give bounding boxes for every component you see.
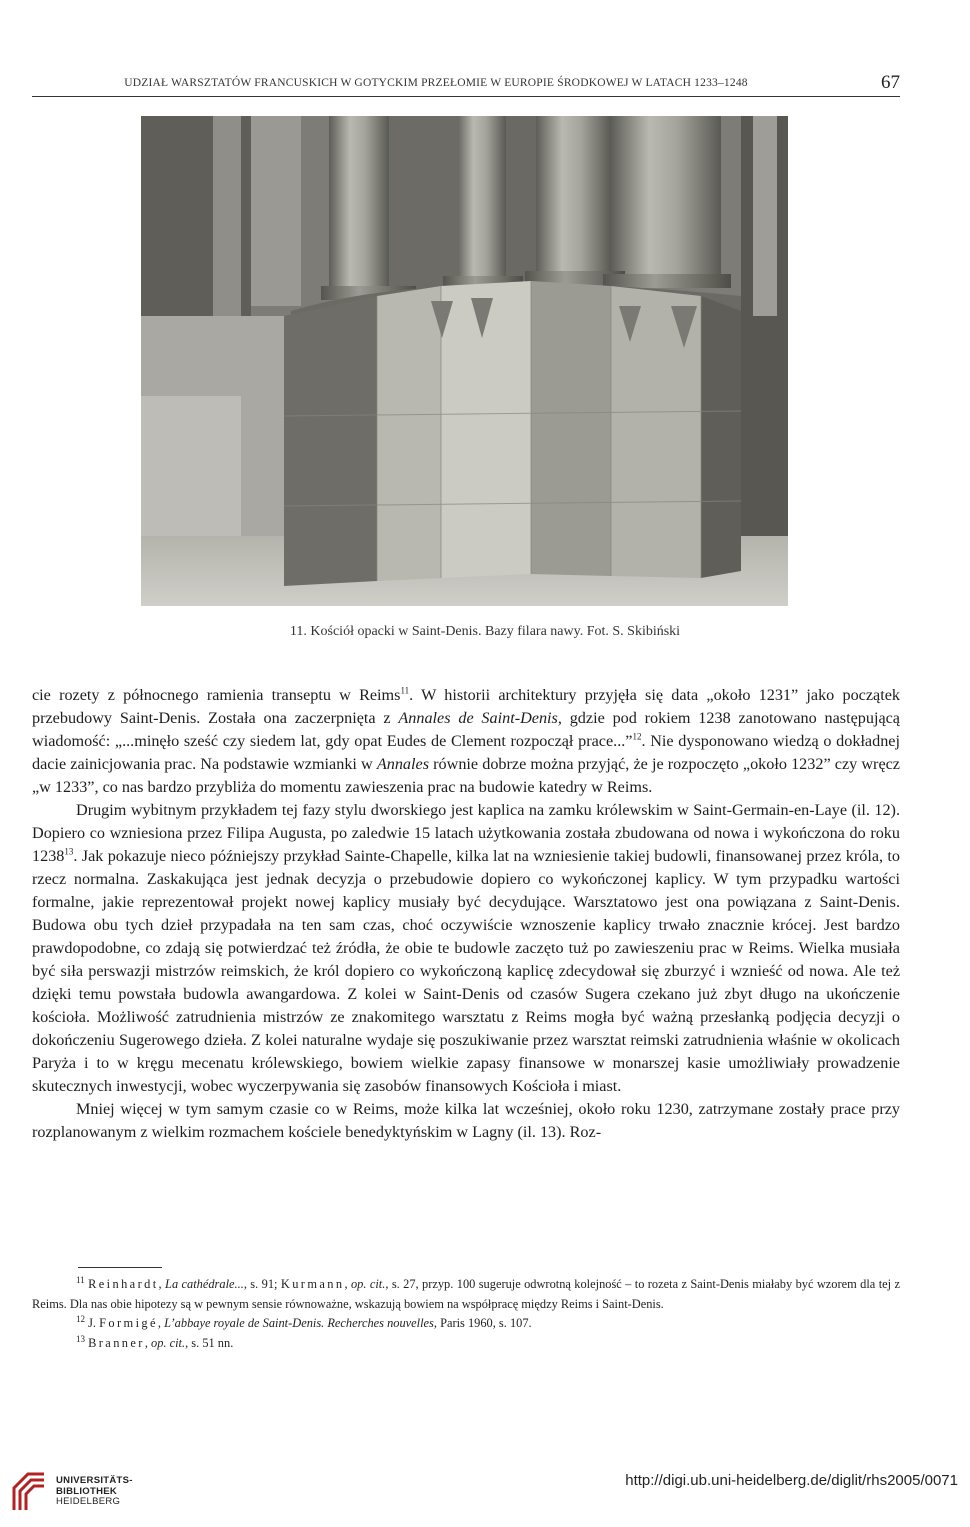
paragraph <box>32 799 900 1098</box>
text-segment: , <box>344 1277 351 1291</box>
text-segment: . Nie dysponowano wiedzą o dokładnej dacie zainicjowania prac. Na podstawie wzmianki w <box>32 732 900 773</box>
text-segment: , <box>157 1316 165 1330</box>
running-title: UDZIAŁ WARSZTATÓW FRANCUSKICH W GOTYCKIM PRZEŁOMIE W EUROPIE ŚRODKOWEJ W LATACH 1233–1248 <box>124 77 748 89</box>
paragraph <box>32 1098 900 1144</box>
running-header <box>32 74 900 97</box>
text-segment: La cathédrale... <box>165 1277 244 1291</box>
library-name <box>56 1476 133 1508</box>
text-segment: , s. 27, przyp. 100 sugeruje odwrotną kolejność – to rozeta z Saint-Denis miałaby być wzorem dla tej z Reims. Dla nas obie hipotezy są w pewnym sensie równoważne, wskazują bowiem na współpracę między Reims i Saint-Denis. <box>32 1277 900 1311</box>
text-segment: op. cit. <box>350 1277 386 1291</box>
footnote-ref: 11 <box>400 685 410 696</box>
pillar-bases-photo <box>141 116 788 606</box>
footnotes <box>32 1275 900 1353</box>
library-line: BIBLIOTHEK <box>56 1485 118 1497</box>
text-segment: , <box>158 1277 166 1291</box>
footnote-separator <box>78 1267 162 1268</box>
text-segment: Drugim wybitnym przykładem tej fazy stylu dworskiego jest kaplica na zamku królewskim w Saint-Germain-en-Laye (il. 12). Dopiero co wzniesiona przez Filipa Augusta, po zaledwie 15 latach użytkowania została zbudowana od nowa i wykończona do roku 1238 <box>32 801 900 865</box>
footnote-ref: 12 <box>632 731 642 742</box>
page-footer <box>0 1458 970 1527</box>
text-segment: cie rozety z północnego ramienia transeptu w Reims <box>32 686 401 704</box>
text-segment: Annales de Saint-Denis <box>398 709 558 727</box>
text-segment: Mniej więcej w tym samym czasie co w Reims, może kilka lat wcześniej, około roku 1230, zatrzymane zostały prace przy rozplanowanym z wielkim rozmachem kościele benedyktyńskim w Lagny (il. 13). Roz- <box>32 1100 900 1141</box>
page-number: 67 <box>881 72 900 93</box>
text-segment: , <box>144 1335 152 1350</box>
figure-photo <box>141 116 788 606</box>
footnote-ref: 12 <box>76 1313 85 1324</box>
footnote-ref: 13 <box>64 846 74 857</box>
text-segment: , s. 51 nn. <box>185 1335 234 1350</box>
library-line: HEIDELBERG <box>56 1496 121 1507</box>
text-segment: Annales <box>376 755 430 773</box>
footnote <box>32 1275 900 1314</box>
footnote-ref: 11 <box>76 1274 85 1285</box>
footnote <box>32 1334 900 1354</box>
footnote-ref: 13 <box>76 1333 85 1344</box>
text-segment: równie dobrze można przyjąć, że je rozpoczęto „około 1232” czy wręcz „w 1233”, co nas bardzo przybliża do momentu zawieszenia prac na budowie katedry w Reims. <box>32 755 900 796</box>
source-url-link[interactable]: http://digi.ub.uni-heidelberg.de/diglit/rhs2005/0071 <box>625 1472 958 1489</box>
text-segment: op. cit. <box>151 1335 186 1350</box>
text-segment: L’abbaye royale de Saint-Denis. Recherches nouvelles <box>164 1316 434 1330</box>
text-segment: J. <box>85 1316 100 1330</box>
footnote <box>32 1314 900 1334</box>
ub-heidelberg-logo-icon <box>10 1466 48 1512</box>
body-text <box>32 684 900 1144</box>
text-segment: Formigé <box>99 1316 158 1330</box>
text-segment: , gdzie pod rokiem 1238 zanotowano następującą wiadomość: „...minęło sześć czy siedem lat, gdy opat Eudes de Clement rozpoczął prace...” <box>32 709 900 750</box>
text-segment: , s. 91; <box>243 1277 281 1291</box>
text-segment: Branner <box>88 1335 145 1350</box>
text-segment: . W historii architektury przyjęła się data „około 1231” jako początek przebudowy Saint-Denis. Została ona zaczerpnięta z <box>32 686 900 727</box>
text-segment: , Paris 1960, s. 107. <box>433 1316 532 1330</box>
library-line: UNIVERSITÄTS- <box>56 1475 133 1486</box>
paragraph <box>32 684 900 799</box>
text-segment: . Jak pokazuje nieco późniejszy przykład Sainte-Chapelle, kilka lat na wzniesienie takiej budowli, finansowanej przez króla, to rzecz normalna. Zaskakująca jest jednak decyzja o przebudowie dopiero co wykończonej kaplicy. W tym przypadku wartości formalne, jakie reprezentował projekt nowej kaplicy musiały być decydujące. Warsztatowo jest ona powiązana z Saint-Denis. Budowa obu tych dzieł przypadała na ten sam czas, choć oczywiście wznoszenie kaplicy trwało znacznie krócej. Jest bardzo prawdopodobne, co zdają się potwierdzać też źródła, że obie te budowle zaczęto tuż po zawieszeniu prac w Reims. Wielka musiała być siła perswazji mistrzów reimskich, że król dopiero co wykończoną kaplicę zdecydował się zburzyć i wznieść od nowa. Ale też dzięki temu powstała budowla awangardowa. Z kolei w Saint-Denis od czasów Sugera czekano już zbyt długo na ukończenie kościoła. Możliwość zatrudnienia mistrzów ze znakomitego warsztatu z Reims mogła być ważną przesłanką podjęcia decyzji o dokończeniu Sugerowego dzieła. Z kolei naturalne wydaje się poszukiwanie przez warsztat reimski zatrudnienia właśnie w okolicach Paryża i to w kręgu mecenatu królewskiego, bowiem wielkie zapasy finansowe w monarszej kasie umożliwiały prowadzenie skutecznych inwestycji, wobec wyczerpywania się zasobów finansowych Kościoła i miast. <box>32 847 900 1095</box>
text-segment: Kurmann <box>280 1277 345 1291</box>
text-segment: Reinhardt <box>88 1277 159 1291</box>
figure-caption: 11. Kościół opacki w Saint-Denis. Bazy filara nawy. Fot. S. Skibiński <box>289 624 681 639</box>
